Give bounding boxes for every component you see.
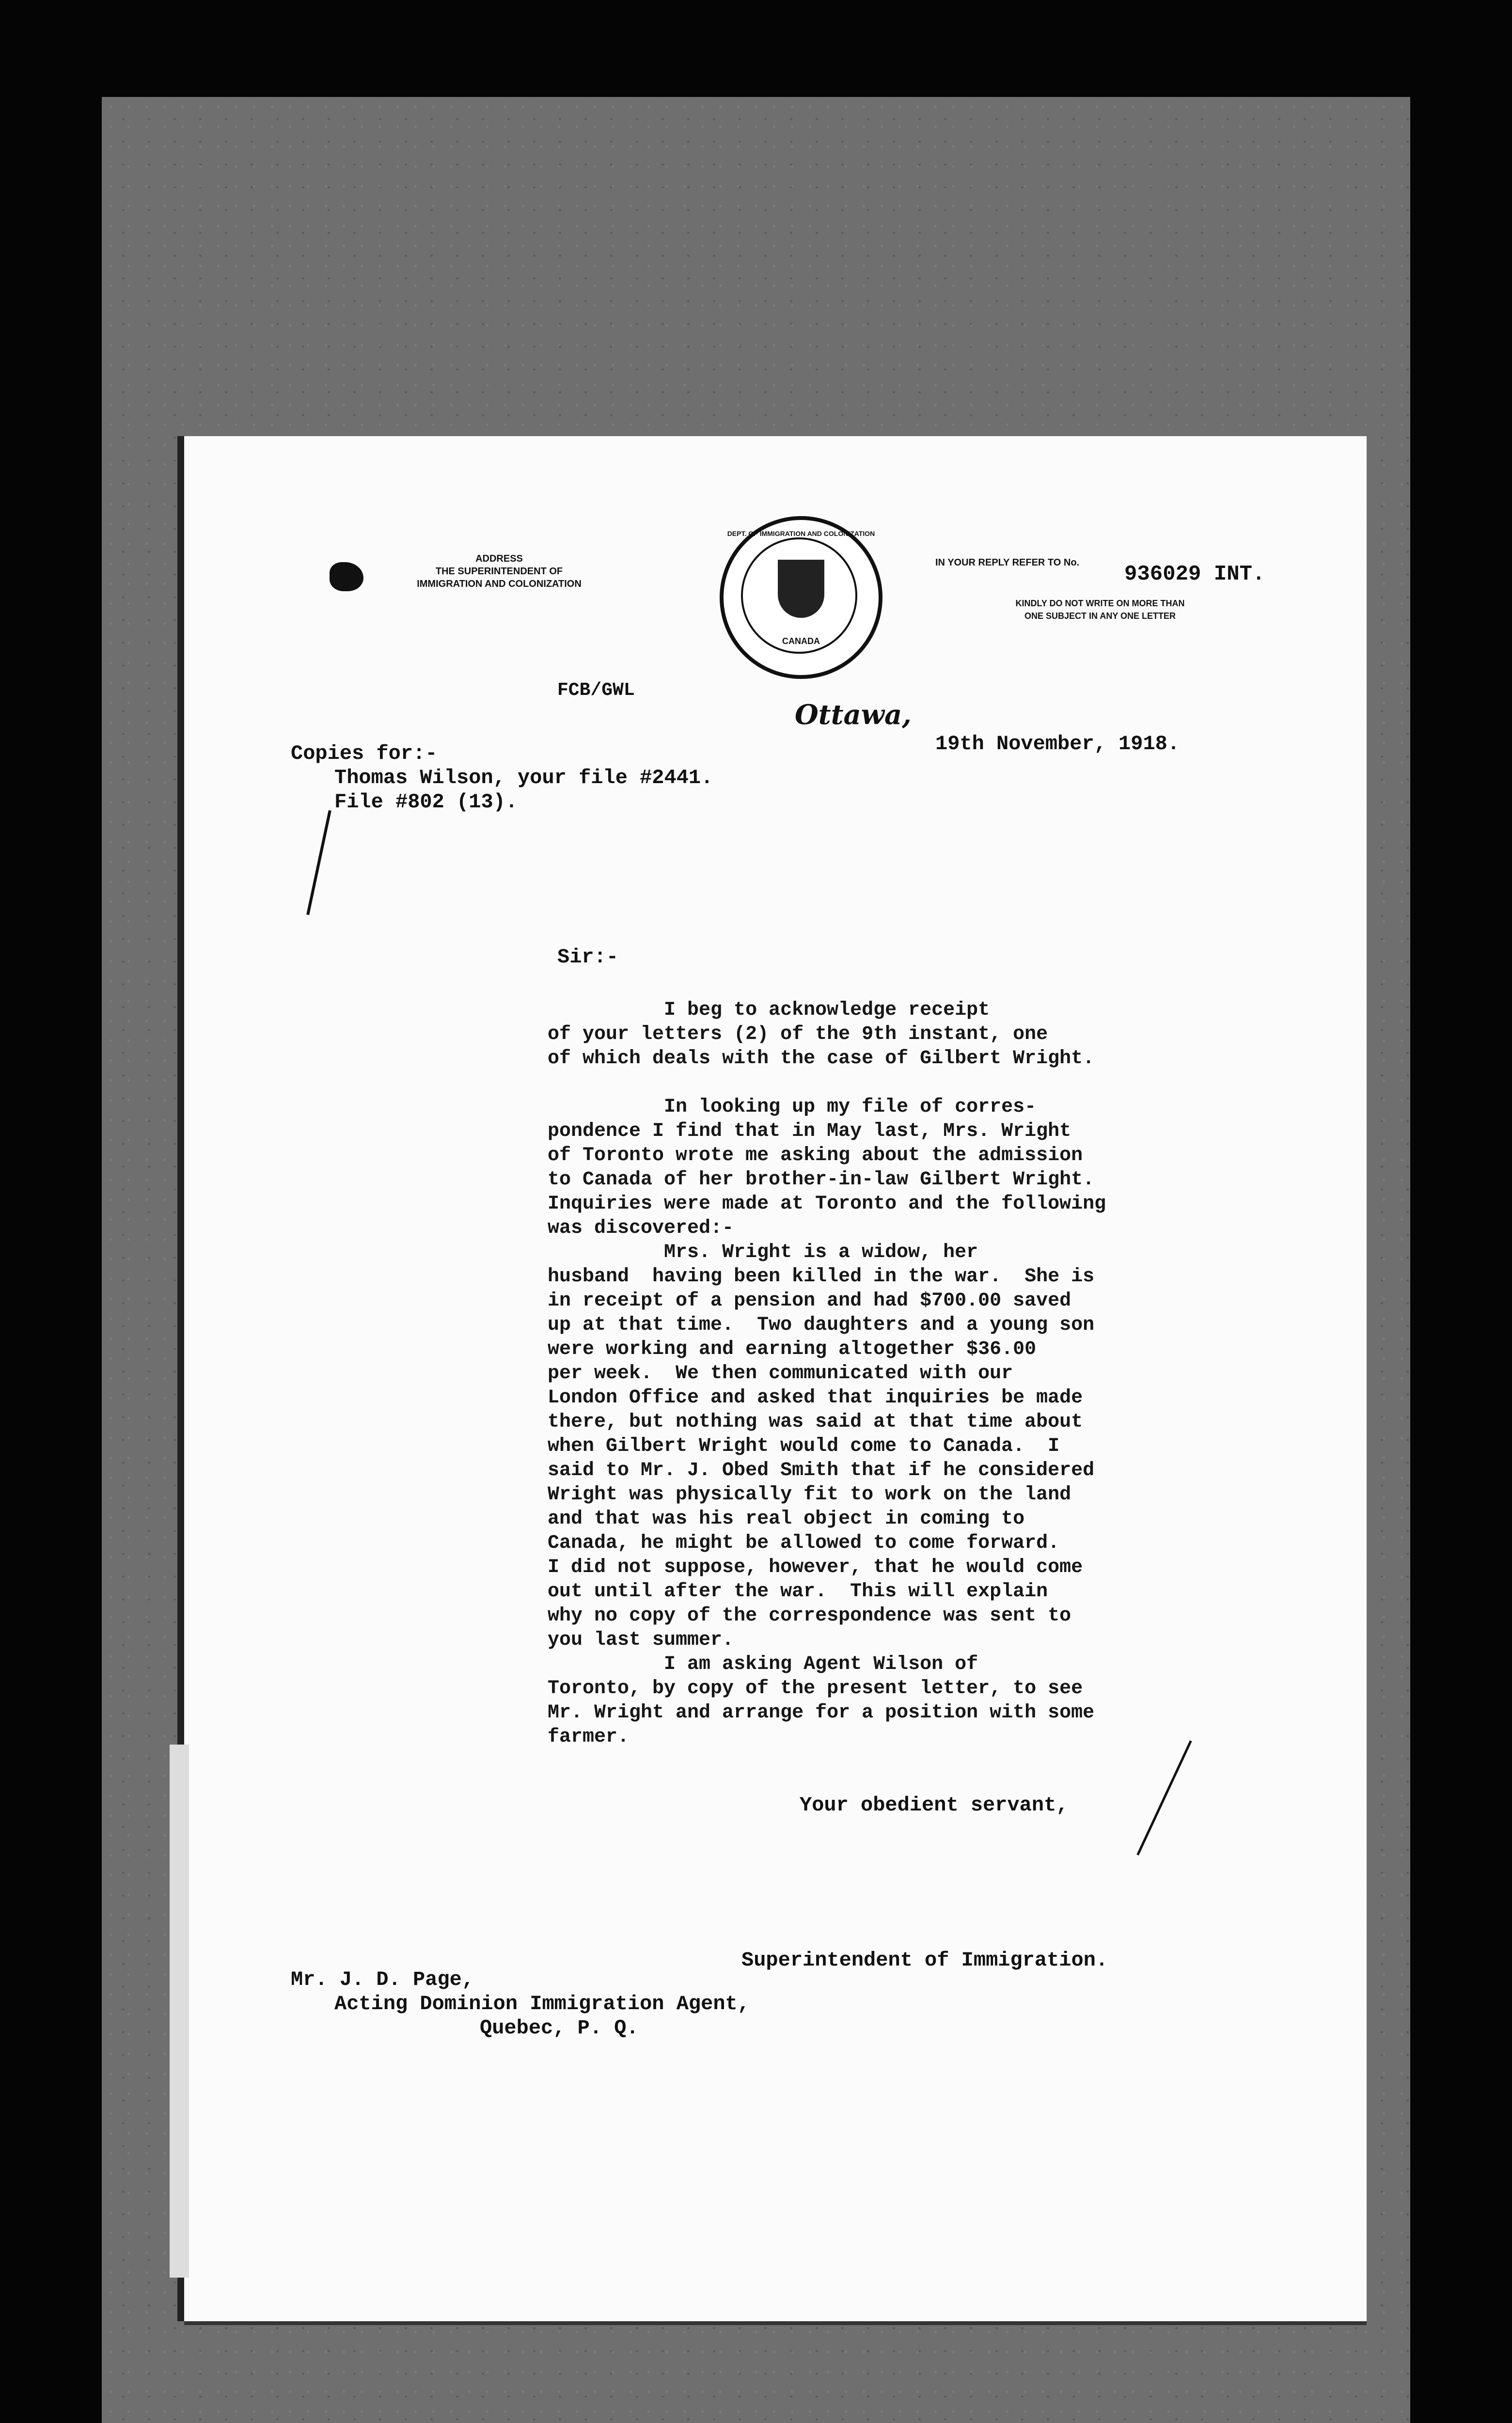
department-seal <box>720 516 882 679</box>
seal-top-text: DEPT. OF IMMIGRATION AND COLONIZATION <box>727 530 875 537</box>
signature-title: Superintendent of Immigration. <box>741 1949 1108 1972</box>
address-block <box>373 552 625 590</box>
copy-file: File #802 (13). <box>334 790 518 814</box>
writing-note <box>950 597 1250 622</box>
place: Ottawa, <box>795 699 912 731</box>
address-line: ADDRESS <box>475 553 523 564</box>
letter-date: 19th November, 1918. <box>935 732 1180 755</box>
recipient-name: Mr. J. D. Page, <box>291 1968 474 1991</box>
initials: FCB/GWL <box>557 680 635 701</box>
recipient-title: Acting Dominion Immigration Agent, <box>334 1992 750 2015</box>
address-line: IMMIGRATION AND COLONIZATION <box>417 579 582 589</box>
copy-recipient: Thomas Wilson, your file #2441. <box>334 766 713 789</box>
reply-reference <box>935 556 1110 569</box>
recipient-location: Quebec, P. Q. <box>480 2016 639 2040</box>
note-line: KINDLY DO NOT WRITE ON MORE THAN <box>1015 598 1185 608</box>
seal-bottom-text: CANADA <box>782 636 820 646</box>
letter-body: I beg to acknowledge receipt of your letters (2) of the 9th instant, one of which deals with the case of Gilbert Wright. In looking up my file of corres- pondence I find that in May last, Mrs. Wright of Toronto wrote me asking about the admission to Canada of her brother-in-law Gilbert Wright. Inquiries were made at Toronto and the following was discovered:- Mrs. Wright is a widow, her husband having been killed in the war. She is in receipt of a pension and had $700.00 saved up at that time. Two daughters and a young son were working and earning altogether $36.00 per week. We then communicated with our London Office and asked that inquiries be made there, but nothing was said at that time about when Gilbert Wright would come to Canada. I said to Mr. J. Obed Smith that if he considered Wright was physically fit to work on the land and that was his real object in coming to Canada, he might be allowed to come forward. I did not suppose, however, that he would come out until after the war. This will explain why no copy of the correspondence was sent to you last summer. I am asking Agent Wilson of Toronto, by copy of the present letter, to see Mr. Wright and arrange for a position with some farmer. <box>548 999 1106 1748</box>
copies-for: Copies for:- <box>291 742 438 765</box>
closing: Your obedient servant, <box>800 1794 1069 1817</box>
coat-of-arms-icon <box>778 560 824 618</box>
reply-line: IN YOUR REPLY REFER TO No. <box>935 557 1080 568</box>
address-line: THE SUPERINTENDENT OF <box>435 566 563 577</box>
note-line: ONE SUBJECT IN ANY ONE LETTER <box>1024 611 1176 621</box>
salutation: Sir:- <box>557 945 619 969</box>
file-number: 936029 INT. <box>1124 562 1265 586</box>
